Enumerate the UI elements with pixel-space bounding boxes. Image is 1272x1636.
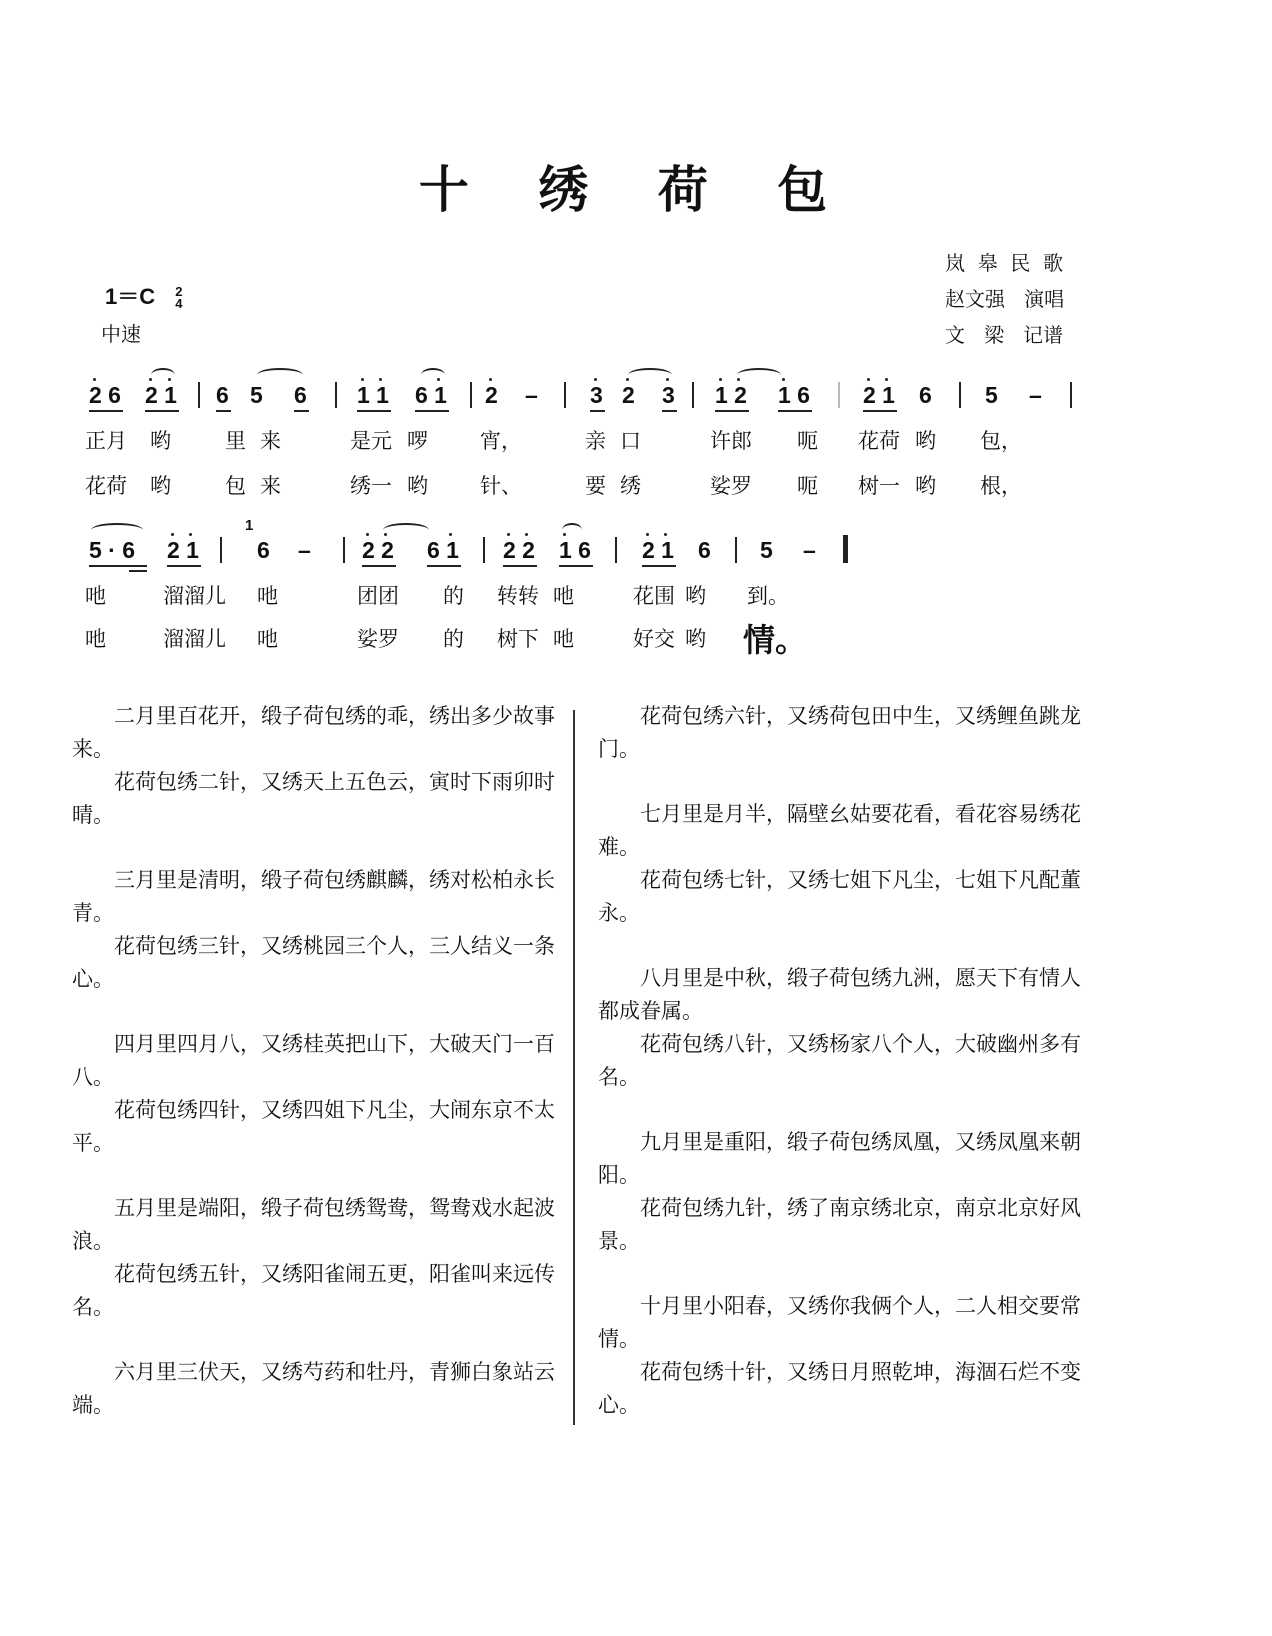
tempo-marking: 中速 — [101, 322, 141, 346]
verse-paragraph: 九月里是重阳，缎子荷包绣凤凰，又绣凤凰来朝阳。 — [598, 1130, 1081, 1187]
column-divider — [573, 710, 575, 1425]
key-label: 1＝C — [105, 284, 156, 309]
verses-right-column — [598, 700, 1088, 1422]
credit-performer: 赵文强 演唱 — [945, 287, 1065, 311]
credits — [945, 245, 1064, 353]
verse-paragraph: 花荷包绣十针，又绣日月照乾坤，海涸石烂不变心。 — [598, 1360, 1081, 1417]
verse-paragraph: 六月里三伏天，又绣芍药和牡丹，青狮白象站云端。 — [72, 1360, 555, 1417]
key-signature — [105, 280, 182, 311]
final-barline — [843, 535, 848, 563]
verse-paragraph: 花荷包绣九针，绣了南京绣北京，南京北京好风景。 — [598, 1196, 1081, 1253]
song-title: 十 绣 荷 包 — [418, 161, 854, 219]
credit-origin: 岚 皋 民 歌 — [945, 251, 1064, 275]
credit-transcriber: 文 梁 记谱 — [945, 323, 1064, 347]
verse-paragraph: 花荷包绣七针，又绣七姐下凡尘，七姐下凡配董永。 — [598, 868, 1081, 925]
verse-paragraph: 花荷包绣五针，又绣阳雀闹五更，阳雀叫来远传名。 — [72, 1262, 555, 1319]
verse-paragraph: 花荷包绣六针，又绣荷包田中生，又绣鲤鱼跳龙门。 — [598, 704, 1081, 761]
time-signature: 2 4 — [175, 284, 183, 312]
verse-paragraph: 八月里是中秋，缎子荷包绣九洲，愿天下有情人都成眷属。 — [598, 966, 1081, 1023]
verse-paragraph: 四月里四月八，又绣桂英把山下，大破天门一百八。 — [72, 1032, 555, 1089]
verse-paragraph: 二月里百花开，缎子荷包绣的乖，绣出多少故事来。 — [72, 704, 555, 761]
verse-paragraph: 三月里是清明，缎子荷包绣麒麟，绣对松柏永长青。 — [72, 868, 555, 925]
verse-paragraph: 五月里是端阳，缎子荷包绣鸳鸯，鸳鸯戏水起波浪。 — [72, 1196, 555, 1253]
verses-left-column — [72, 700, 562, 1422]
verse-paragraph: 十月里小阳春，又绣你我俩个人，二人相交要常情。 — [598, 1294, 1081, 1351]
verse-paragraph: 花荷包绣四针，又绣四姐下凡尘，大闹东京不太平。 — [72, 1098, 555, 1155]
verse-paragraph: 花荷包绣二针，又绣天上五色云，寅时下雨卯时晴。 — [72, 770, 555, 827]
grace-note: 1 — [245, 517, 254, 534]
verse-paragraph: 花荷包绣八针，又绣杨家八个人，大破幽州多有名。 — [598, 1032, 1081, 1089]
verse-paragraph: 七月里是月半，隔壁幺姑要花看，看花容易绣花难。 — [598, 802, 1081, 859]
verse-paragraph: 花荷包绣三针，又绣桃园三个人，三人结义一条心。 — [72, 934, 555, 991]
